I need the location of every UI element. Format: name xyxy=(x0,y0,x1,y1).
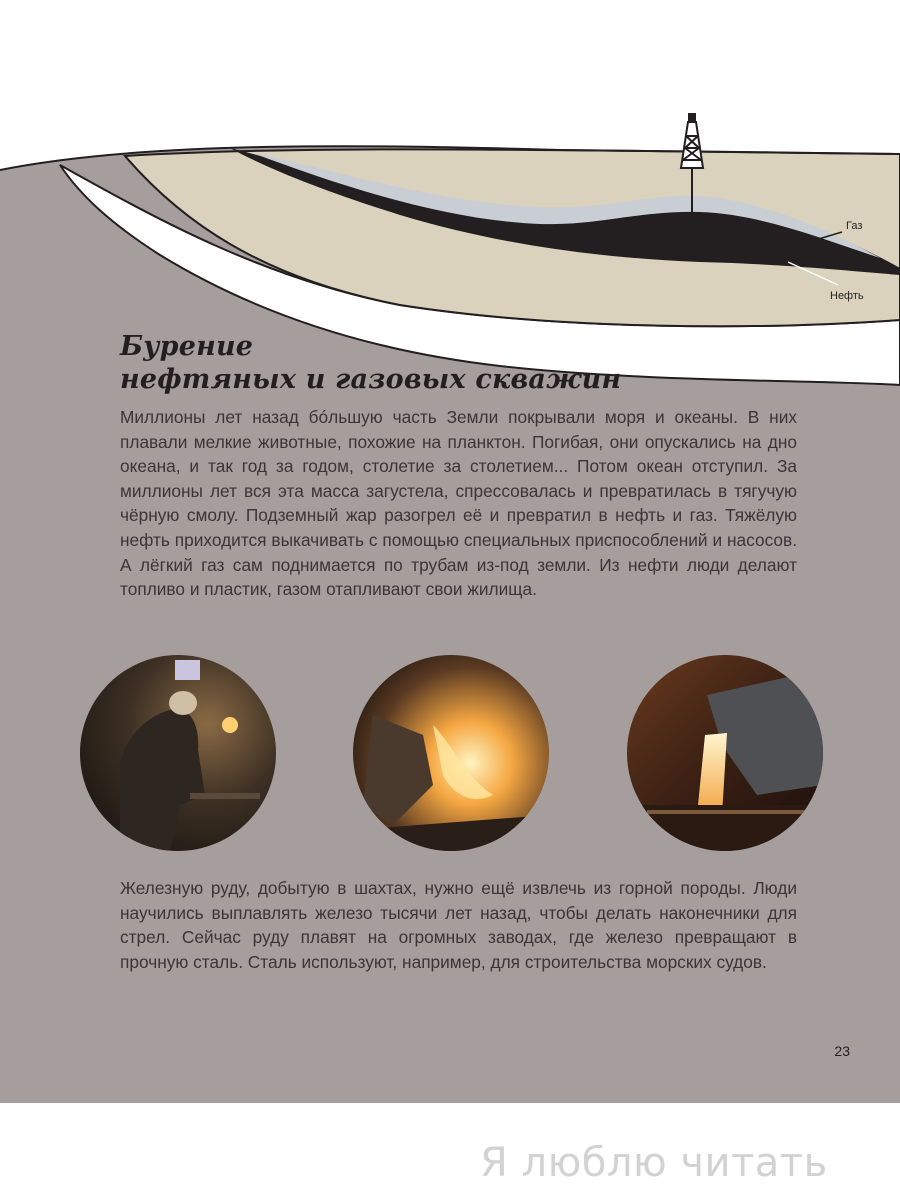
gas-label: Газ xyxy=(846,220,863,232)
title-line-2: нефтяных и газовых скважин xyxy=(120,364,622,395)
ladle-pouring-photo xyxy=(627,655,823,851)
molten-metal-splash-photo xyxy=(353,655,549,851)
title-line-1: Бурение xyxy=(120,331,254,362)
page-number: 23 xyxy=(834,1043,850,1059)
steelworker-photo xyxy=(80,655,276,851)
body-paragraph-1: Миллионы лет назад бóльшую часть Земли покрывали моря и океаны. В них плавали мелкие животные, похожие на планктон. Погибая, они опускались на дно океана, и так год за годом, столетие за столетием... Потом океан отступил. За миллионы лет вся эта масса загустела, спрессовалась и превратилась в тягучую чёрную смолу. Подземный жар разогрел её и превратил в нефть и газ. Тяжёлую нефть приходится выкачивать с помощью специальных приспособлений и насосов. А лёгкий газ сам поднимается по трубам из-под земли. Из нефти люди делают топливо и пластик, газом отапливают свои жилища. xyxy=(120,407,797,600)
body-paragraph-2: Железную руду, добытую в шахтах, нужно ещё извлечь из горной породы. Люди научились выплавлять железо тысячи лет назад, чтобы делать наконечники для стрел. Сейчас руду плавят на огромных заводах, где железо превращают в прочную сталь. Сталь используют, например, для строительства морских судов. xyxy=(120,878,797,972)
article-title xyxy=(120,330,820,396)
oil-label: Нефть xyxy=(830,290,864,302)
watermark: Я люблю читать xyxy=(480,1140,828,1186)
